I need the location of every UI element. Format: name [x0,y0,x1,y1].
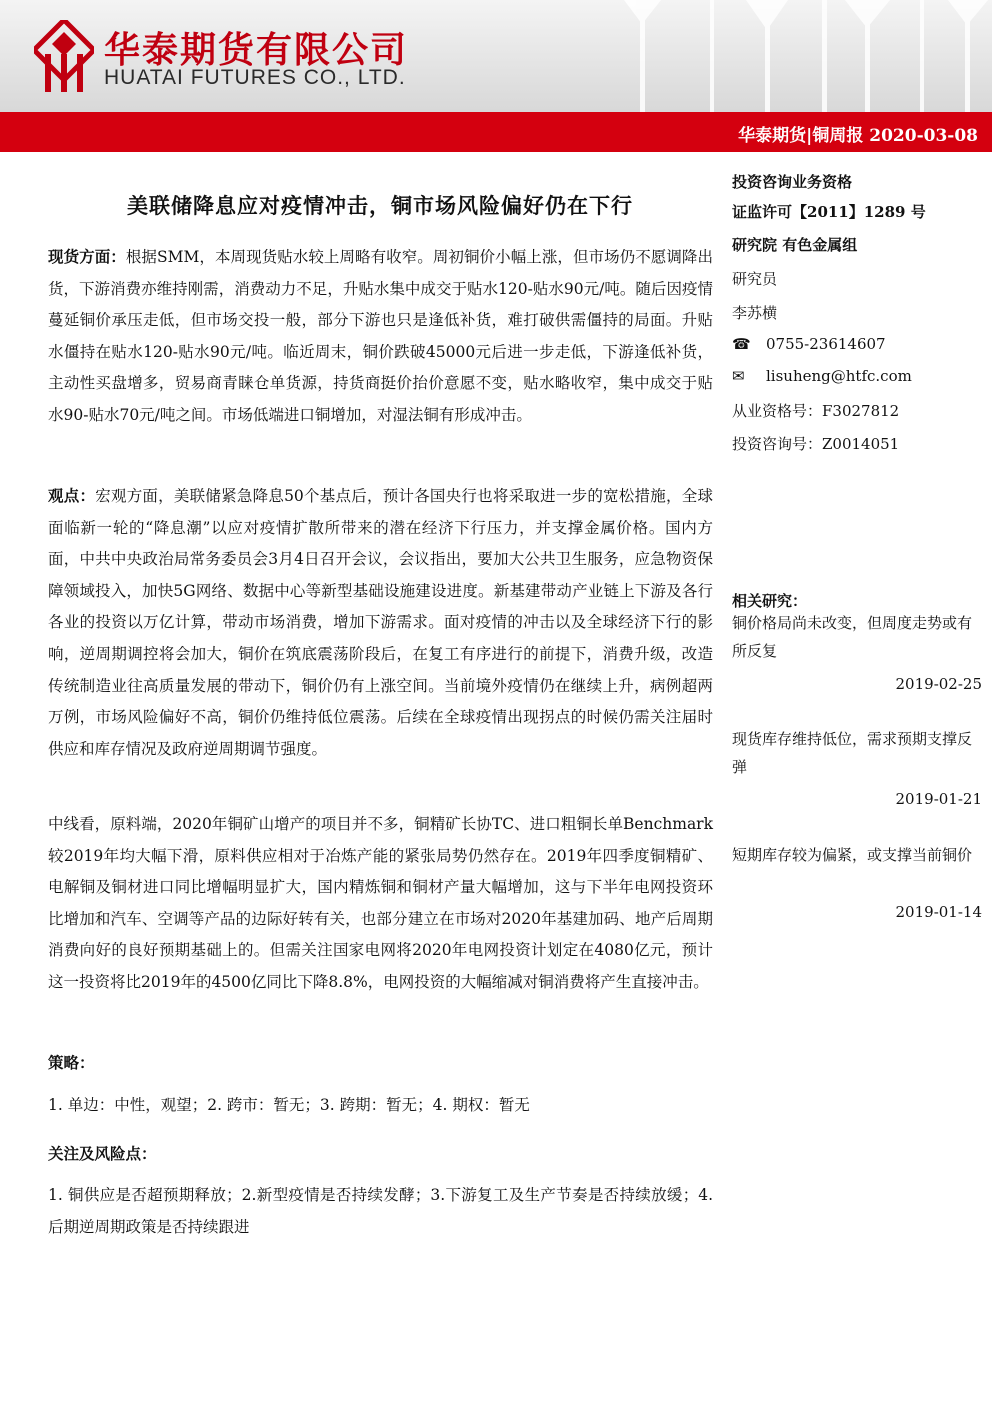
qualification: 投资咨询业务资格 [732,173,853,191]
company-name-en: HUATAI FUTURES CO., LTD. [104,66,406,89]
analyst-name: 李苏横 [732,304,778,322]
phone-icon: ☎ [732,335,751,353]
report-title: 美联储降息应对疫情冲击，铜市场风险偏好仍在下行 [127,193,633,218]
related-heading: 相关研究： [732,592,808,610]
license-number: 证监许可【2011】1289 号 [732,203,926,221]
report-type-date: 华泰期货|铜周报 2020-03-08 [738,126,978,146]
view-label: 观点： [48,486,96,505]
spot-paragraph [48,241,713,432]
page-header [0,0,992,112]
email-row [732,367,912,385]
related-item-date: 2019-01-21 [895,790,982,808]
strategy-text: 1. 单边：中性，观望；2. 跨市：暂无；3. 跨期：暂无；4. 期权：暂无 [48,1096,530,1114]
email-address[interactable]: lisuheng@htfc.com [766,367,912,385]
strategy-heading: 策略： [48,1053,95,1072]
related-item-date: 2019-02-25 [895,675,982,693]
phone-number: 0755-23614607 [766,335,886,353]
related-item-title[interactable]: 铜价格局尚未改变，但周度走势或有所反复 [732,614,973,660]
related-item-title[interactable]: 短期库存较为偏紧，或支撑当前铜价 [732,846,973,864]
analyst-role: 研究员 [732,270,778,288]
decorative-pillars [560,0,992,112]
company-name-cn: 华泰期货有限公司 [104,30,409,71]
report-band [0,112,992,152]
midline-paragraph: 中线看，原料端，2020年铜矿山增产的项目并不多，铜精矿长协TC、进口粗铜长单Benchmark较2019年均大幅下滑，原料供应相对于冶炼产能的紧张局势仍然存在。2019年四季度铜精矿、电解铜及铜材进口同比增幅明显扩大，国内精炼铜和铜材产量大幅增加，这与下半年电网投资环比增加和汽车、空调等产品的边际好转有关，也部分建立在市场对2020年基建加码、地产后周期消费向好的良好预期基础上的。但需关注国家电网将2020年电网投资计划定在4080亿元，预计这一投资将比2019年的4500亿同比下降8.8%，电网投资的大幅缩减对铜消费将产生直接冲击。 [48,815,713,991]
advisory-cert: 投资咨询号：Z0014051 [732,435,900,453]
view-text: 宏观方面，美联储紧急降息50个基点后，预计各国央行也将采取进一步的宽松措施，全球面临新一轮的“降息潮”以应对疫情扩散所带来的潜在经济下行压力，并支撑金属价格。国内方面，中共中央政治局常务委员会3月4日召开会议，会议指出，要加大公共卫生服务，应急物资保障领域投入，加快5G网络、数据中心等新型基础设施建设进度。新基建带动产业链上下游及各行各业的投资以万亿计算，带动市场消费，增加下游需求。面对疫情的冲击以及全球经济下行的影响，逆周期调控将会加大，铜价在筑底震荡阶段后，在复工有序进行的前提下，消费升级，改造传统制造业往高质量发展的带动下，铜价仍有上涨空间。当前境外疫情仍在继续上升，病例超两万例，市场风险偏好不高，铜价仍维持低位震荡。后续在全球疫情出现拐点的时候仍需关注届时供应和库存情况及政府逆周期调节强度。 [48,487,713,758]
related-item-title[interactable]: 现货库存维持低位，需求预期支撑反弹 [732,730,973,776]
research-dept: 研究院 有色金属组 [732,236,858,254]
related-item-date: 2019-01-14 [895,903,982,921]
risk-heading: 关注及风险点： [48,1144,157,1163]
practice-cert: 从业资格号：F3027812 [732,402,900,420]
phone-row [732,335,886,353]
spot-text: 根据SMM，本周现货贴水较上周略有收窄。周初铜价小幅上涨，但市场仍不愿调降出货，下游消费亦维持刚需，消费动力不足，升贴水集中成交于贴水120-贴水90元/吨。随后因疫情蔓延铜价承压走低，但市场交投一般，部分下游也只是逢低补货，难打破供需僵持的局面。升贴水僵持在贴水120-贴水90元/吨。临近周末，铜价跌破45000元后进一步走低，下游逢低补货，主动性买盘增多，贸易商青睐仓单货源，持货商挺价抬价意愿不变，贴水略收窄，集中成交于贴水90-贴水70元/吨之间。市场低端进口铜增加，对湿法铜有形成冲击。 [48,248,713,424]
envelope-icon: ✉ [732,367,745,385]
risk-text: 1. 铜供应是否超预期释放；2.新型疫情是否持续发酵；3.下游复工及生产节奏是否持续放缓；4. 后期逆周期政策是否持续跟进 [48,1186,713,1236]
spot-label: 现货方面： [48,247,126,266]
company-logo-icon [34,20,94,92]
view-paragraph [48,480,713,765]
